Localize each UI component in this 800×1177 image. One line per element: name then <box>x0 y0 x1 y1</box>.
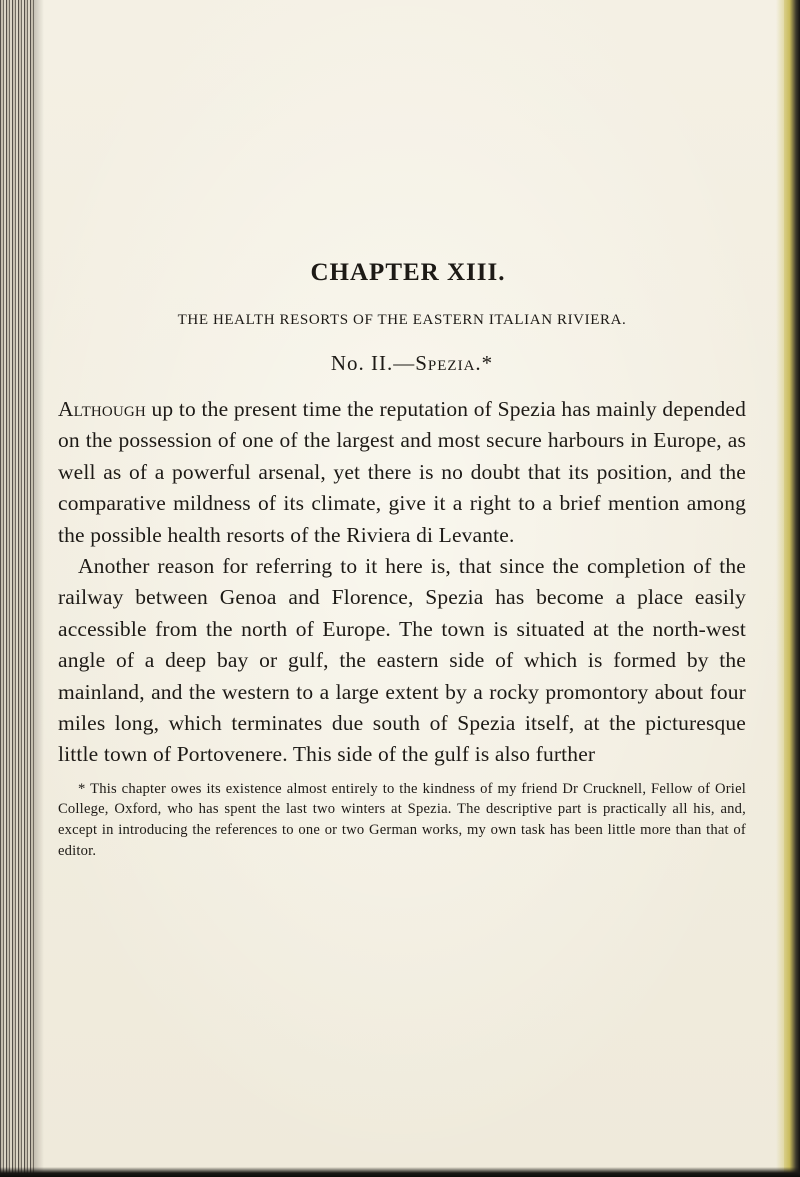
footnote-marker: * <box>481 351 494 375</box>
paragraph-lead-word: Although <box>58 397 146 421</box>
section-heading: THE HEALTH RESORTS OF THE EASTERN ITALIAN RIVIERA. <box>177 312 627 328</box>
page-right-edge <box>784 0 800 1177</box>
footnote: * This chapter owes its existence almost entirely to the kindness of my friend Dr Crucknell, Fellow of Oriel College, Oxford, who has spent the last two winters at Spezia. The descriptive part is practically all his, and, except in introducing the references to one or two German works, my own task has been little more than that of editor. <box>58 780 746 859</box>
paragraph-1-text: up to the present time the reputation of Spezia has mainly depended on the possession of one of the largest and most secure harbours in Europe, as well as of a powerful arsenal, yet there is no doubt that its position, and the comparative mildness of its climate, give it a right to a brief mention among the possible health resorts of the Riviera di Levante. <box>58 397 746 547</box>
subheading <box>58 350 746 376</box>
page-content <box>58 258 746 861</box>
body-text <box>58 394 746 771</box>
paragraph-2: Another reason for referring to it here is, that since the completion of the railway between Genoa and Florence, Spezia has become a place easily accessible from the north of Europe. The town is situated at the north-west angle of a deep bay or gulf, the eastern side of which is formed by the mainland, and the western to a large extent by a rocky promontory about four miles long, which terminates due south of Spezia itself, at the picturesque little town of Portovenere. This side of the gulf is also further <box>58 554 746 767</box>
page-bottom-edge <box>0 1167 800 1177</box>
chapter-title: CHAPTER XIII. <box>310 259 506 286</box>
subheading-place: Spezia. <box>415 351 482 375</box>
page-binding-edge <box>0 0 34 1177</box>
paragraph-1 <box>58 394 746 551</box>
subheading-number: No. II.— <box>330 351 416 375</box>
